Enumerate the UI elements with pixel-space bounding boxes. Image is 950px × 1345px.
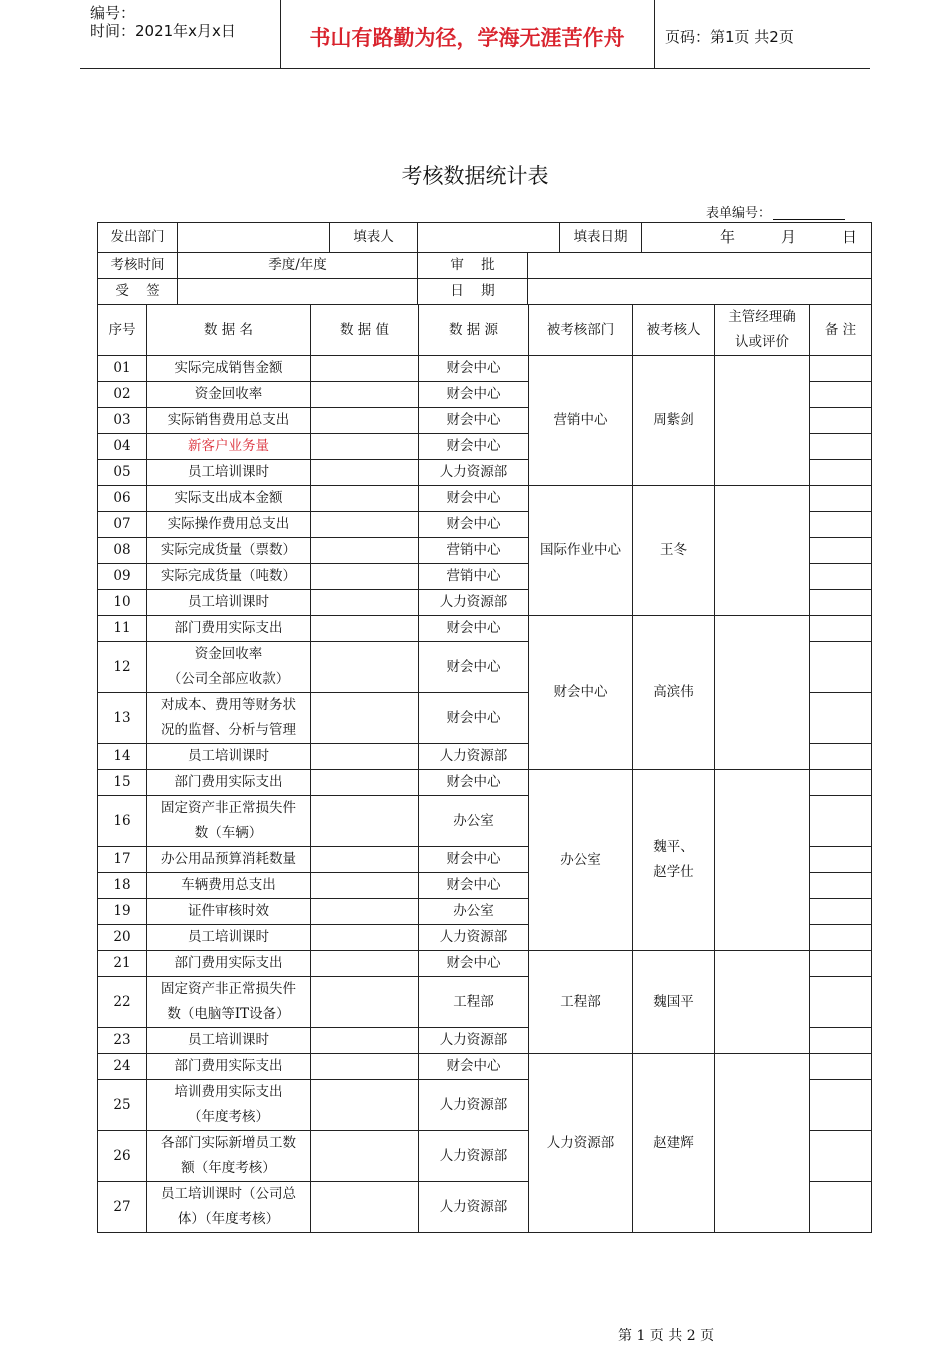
- review-cell[interactable]: [715, 486, 810, 616]
- table-header-row: [98, 305, 872, 356]
- data-name-line: 实际完成销售金额: [174, 360, 283, 376]
- row-number: 25: [98, 1080, 147, 1131]
- person-name: 魏国平: [653, 993, 694, 1010]
- data-name-line-2: 体）（年度考核）: [177, 1211, 280, 1227]
- data-name-line: 员工培训课时: [188, 748, 269, 764]
- data-value-cell[interactable]: [311, 925, 419, 951]
- data-name-cell: [147, 744, 311, 770]
- data-source-cell: 人力资源部: [419, 1080, 529, 1131]
- remark-cell[interactable]: [810, 796, 872, 847]
- review-cell[interactable]: [715, 770, 810, 951]
- period-label: 考核时间: [98, 253, 178, 279]
- review-cell[interactable]: [715, 1054, 810, 1233]
- header-motto: 书山有路勤为径，学海无涯苦作舟: [309, 26, 625, 50]
- remark-cell[interactable]: [810, 693, 872, 744]
- data-source-cell: 财会中心: [419, 1054, 529, 1080]
- data-value-cell[interactable]: [311, 951, 419, 977]
- remark-cell[interactable]: [810, 1131, 872, 1182]
- data-value-cell[interactable]: [311, 1028, 419, 1054]
- data-source-cell: 人力资源部: [419, 925, 529, 951]
- data-source-cell: 办公室: [419, 899, 529, 925]
- table-row: [98, 616, 872, 642]
- person-name: 王冬: [660, 542, 687, 558]
- data-name-cell: [147, 977, 311, 1028]
- data-source-cell: 人力资源部: [419, 1182, 529, 1233]
- person-name: 赵建辉: [653, 1134, 694, 1151]
- form-number-label: 表单编号：: [706, 206, 772, 221]
- review-cell[interactable]: [715, 951, 810, 1054]
- data-name-line: 实际完成货量（吨数）: [161, 568, 296, 584]
- data-source-cell: 营销中心: [419, 564, 529, 590]
- filler-label: 填表人: [330, 223, 418, 253]
- row-number: 13: [98, 693, 147, 744]
- table-row: [98, 770, 872, 796]
- data-value-cell[interactable]: [311, 770, 419, 796]
- data-name-line: 对成本、费用等财务状: [161, 697, 296, 713]
- person-name: 高滨伟: [653, 684, 694, 700]
- person-cell: [633, 486, 715, 616]
- remark-cell[interactable]: [810, 899, 872, 925]
- data-name-line: 实际操作费用总支出: [167, 516, 290, 532]
- person-cell: [633, 951, 715, 1054]
- data-source-cell: 人力资源部: [419, 460, 529, 486]
- row-number: 02: [98, 382, 147, 408]
- row-number: 12: [98, 642, 147, 693]
- data-name-line: 实际支出成本金额: [174, 490, 283, 506]
- row-number: 20: [98, 925, 147, 951]
- data-source-cell: 财会中心: [419, 434, 529, 460]
- person-name-2: 赵学仕: [653, 864, 694, 880]
- data-value-cell[interactable]: [311, 1182, 419, 1233]
- data-source-cell: 财会中心: [419, 512, 529, 538]
- filler-field[interactable]: [418, 223, 560, 253]
- data-value-cell[interactable]: [311, 564, 419, 590]
- data-name-line: 员工培训课时（公司总: [161, 1186, 296, 1202]
- data-name-line: 员工培训课时: [188, 1032, 269, 1048]
- data-value-cell[interactable]: [311, 460, 419, 486]
- data-name-line: 车辆费用总支出: [181, 877, 276, 893]
- data-name-cell: [147, 616, 311, 642]
- data-source-cell: 人力资源部: [419, 590, 529, 616]
- receive-label: 受 签: [98, 279, 178, 305]
- data-name-cell: [147, 642, 311, 693]
- date-day: 日: [841, 228, 857, 246]
- data-value-cell[interactable]: [311, 382, 419, 408]
- page-footer: 第 1 页 共 2 页: [618, 1328, 715, 1344]
- data-source-cell: 工程部: [419, 977, 529, 1028]
- data-source-cell: 财会中心: [419, 616, 529, 642]
- date-year: 年: [720, 228, 736, 246]
- data-value-cell[interactable]: [311, 796, 419, 847]
- data-name-cell: [147, 1028, 311, 1054]
- row-number: 26: [98, 1131, 147, 1182]
- data-name-cell: [147, 590, 311, 616]
- data-name-cell: [147, 486, 311, 512]
- data-name-line: 员工培训课时: [188, 594, 269, 610]
- remark-cell[interactable]: [810, 977, 872, 1028]
- dept-cell: 办公室: [529, 770, 633, 951]
- data-name-line: 资金回收率: [194, 646, 263, 662]
- data-name-line: 证件审核时效: [188, 903, 269, 919]
- review-cell[interactable]: [715, 356, 810, 486]
- person-name: 周紫剑: [653, 412, 694, 428]
- data-name-cell: [147, 1054, 311, 1080]
- time-line: 时间：2021年x月x日: [90, 22, 236, 40]
- table-row: [98, 486, 872, 512]
- row-number: 19: [98, 899, 147, 925]
- row-number: 15: [98, 770, 147, 796]
- period-table: [97, 252, 872, 305]
- data-name-cell: [147, 460, 311, 486]
- data-name-line-2: （年度考核）: [188, 1109, 269, 1125]
- remark-cell[interactable]: [810, 434, 872, 460]
- data-name-line: 培训费用实际支出: [174, 1084, 283, 1100]
- data-name-line: 员工培训课时: [188, 929, 269, 945]
- column-header-review: 主管经理确认或评价: [715, 305, 810, 356]
- row-number: 10: [98, 590, 147, 616]
- data-name-line-2: 数（车辆）: [194, 825, 263, 841]
- data-name-line: 各部门实际新增员工数: [161, 1135, 296, 1151]
- person-cell: [633, 770, 715, 951]
- row-number: 09: [98, 564, 147, 590]
- data-source-cell: 财会中心: [419, 408, 529, 434]
- row-number: 22: [98, 977, 147, 1028]
- column-header-person: 被考核人: [633, 305, 715, 356]
- data-source-cell: 营销中心: [419, 538, 529, 564]
- remark-cell[interactable]: [810, 382, 872, 408]
- data-name-cell: [147, 356, 311, 382]
- dept-cell: 工程部: [529, 951, 633, 1054]
- code-label: 编号：: [90, 4, 136, 22]
- data-name-line: 部门费用实际支出: [174, 774, 283, 790]
- data-source-cell: 财会中心: [419, 642, 529, 693]
- remark-cell[interactable]: [810, 1080, 872, 1131]
- data-name-cell: [147, 564, 311, 590]
- table-row: [98, 951, 872, 977]
- data-name-cell: [147, 693, 311, 744]
- data-name-cell: [147, 899, 311, 925]
- data-name-cell: [147, 951, 311, 977]
- remark-cell[interactable]: [810, 744, 872, 770]
- data-name-line-2: 数（电脑等IT设备）: [167, 1006, 290, 1022]
- data-name-cell: [147, 925, 311, 951]
- remark-cell[interactable]: [810, 408, 872, 434]
- data-source-cell: 财会中心: [419, 873, 529, 899]
- data-name-line: 部门费用实际支出: [174, 620, 283, 636]
- data-name-cell: [147, 770, 311, 796]
- remark-cell[interactable]: [810, 564, 872, 590]
- header-meta: [90, 4, 280, 40]
- data-source-cell: 财会中心: [419, 693, 529, 744]
- row-number: 07: [98, 512, 147, 538]
- data-name-cell: [147, 847, 311, 873]
- date-label: 日 期: [418, 279, 528, 305]
- page-header: [80, 0, 870, 69]
- data-name-cell: [147, 382, 311, 408]
- remark-cell[interactable]: [810, 486, 872, 512]
- data-name-line: 固定资产非正常损失件: [161, 981, 296, 997]
- remark-cell[interactable]: [810, 460, 872, 486]
- data-source-cell: 财会中心: [419, 486, 529, 512]
- data-name-cell: [147, 796, 311, 847]
- data-name-line-2: 额（年度考核）: [181, 1160, 276, 1176]
- table-row: [98, 356, 872, 382]
- data-value-cell[interactable]: [311, 434, 419, 460]
- data-name-line: 实际完成货量（票数）: [161, 542, 296, 558]
- fill-date-label: 填表日期: [560, 223, 642, 253]
- data-value-cell[interactable]: [311, 899, 419, 925]
- column-header-source: 数 据 源: [419, 305, 529, 356]
- remark-cell[interactable]: [810, 1054, 872, 1080]
- person-cell: [633, 356, 715, 486]
- remark-cell[interactable]: [810, 538, 872, 564]
- data-name-line: 办公用品预算消耗数量: [161, 851, 296, 867]
- data-name-cell: [147, 408, 311, 434]
- person-cell: [633, 616, 715, 770]
- data-source-cell: 财会中心: [419, 770, 529, 796]
- row-number: 21: [98, 951, 147, 977]
- header-info-table: [97, 222, 872, 253]
- data-name-line: 固定资产非正常损失件: [161, 800, 296, 816]
- data-name-line: 部门费用实际支出: [174, 1058, 283, 1074]
- remark-cell[interactable]: [810, 951, 872, 977]
- remark-cell[interactable]: [810, 616, 872, 642]
- data-source-cell: 人力资源部: [419, 744, 529, 770]
- data-value-cell[interactable]: [311, 847, 419, 873]
- data-value-cell[interactable]: [311, 1054, 419, 1080]
- review-cell[interactable]: [715, 616, 810, 770]
- data-value-cell[interactable]: [311, 744, 419, 770]
- data-value-cell[interactable]: [311, 1131, 419, 1182]
- remark-cell[interactable]: [810, 1028, 872, 1054]
- row-number: 17: [98, 847, 147, 873]
- data-value-cell[interactable]: [311, 873, 419, 899]
- row-number: 18: [98, 873, 147, 899]
- approve-label: 审 批: [418, 253, 528, 279]
- remark-cell[interactable]: [810, 873, 872, 899]
- row-number: 05: [98, 460, 147, 486]
- row-number: 11: [98, 616, 147, 642]
- data-value-cell[interactable]: [311, 642, 419, 693]
- row-number: 03: [98, 408, 147, 434]
- dept-cell: 营销中心: [529, 356, 633, 486]
- data-source-cell: 人力资源部: [419, 1131, 529, 1182]
- row-number: 14: [98, 744, 147, 770]
- data-source-cell: 财会中心: [419, 951, 529, 977]
- data-value-cell[interactable]: [311, 616, 419, 642]
- row-number: 23: [98, 1028, 147, 1054]
- data-source-cell: 财会中心: [419, 847, 529, 873]
- data-value-cell[interactable]: [311, 693, 419, 744]
- data-value-cell[interactable]: [311, 1080, 419, 1131]
- data-name-cell: [147, 1182, 311, 1233]
- data-value-cell[interactable]: [311, 356, 419, 382]
- row-number: 24: [98, 1054, 147, 1080]
- issuing-dept-field[interactable]: [178, 223, 330, 253]
- data-name-cell: [147, 873, 311, 899]
- row-number: 01: [98, 356, 147, 382]
- data-value-cell[interactable]: [311, 408, 419, 434]
- data-value-cell[interactable]: [311, 486, 419, 512]
- remark-cell[interactable]: [810, 847, 872, 873]
- column-header-dept: 被考核部门: [529, 305, 633, 356]
- person-name: 魏平、: [653, 839, 694, 855]
- data-name-cell: [147, 434, 311, 460]
- receive-field[interactable]: [178, 279, 418, 305]
- column-header-name: 数 据 名: [147, 305, 311, 356]
- period-value[interactable]: 季度/年度: [178, 253, 418, 279]
- table-body: [98, 356, 872, 1233]
- data-name-line-2: 况的监督、分析与管理: [161, 722, 296, 738]
- remark-cell[interactable]: [810, 590, 872, 616]
- row-number: 06: [98, 486, 147, 512]
- column-header-no: 序号: [98, 305, 147, 356]
- data-name-cell: [147, 1080, 311, 1131]
- approve-field[interactable]: [528, 253, 872, 279]
- data-name-line: 实际销售费用总支出: [167, 412, 290, 428]
- row-number: 08: [98, 538, 147, 564]
- table-row: [98, 1054, 872, 1080]
- remark-cell[interactable]: [810, 770, 872, 796]
- fill-date-field[interactable]: [642, 223, 872, 253]
- data-name-cell: [147, 512, 311, 538]
- date-month: 月: [780, 228, 796, 246]
- data-name-cell: [147, 538, 311, 564]
- data-source-cell: 人力资源部: [419, 1028, 529, 1054]
- dept-cell: 国际作业中心: [529, 486, 633, 616]
- data-source-cell: 办公室: [419, 796, 529, 847]
- column-header-remark: 备 注: [810, 305, 872, 356]
- row-number: 27: [98, 1182, 147, 1233]
- remark-cell[interactable]: [810, 1182, 872, 1233]
- data-source-cell: 财会中心: [419, 356, 529, 382]
- document-title: 考核数据统计表: [401, 164, 549, 188]
- row-number: 16: [98, 796, 147, 847]
- remark-cell[interactable]: [810, 356, 872, 382]
- remark-cell[interactable]: [810, 512, 872, 538]
- date-field[interactable]: [528, 279, 872, 305]
- row-number: 04: [98, 434, 147, 460]
- data-value-cell[interactable]: [311, 977, 419, 1028]
- dept-cell: 人力资源部: [529, 1054, 633, 1233]
- header-page-info: 页码：第1页 共2页: [665, 28, 794, 46]
- column-header-value: 数 据 值: [311, 305, 419, 356]
- data-value-cell[interactable]: [311, 590, 419, 616]
- dept-cell: 财会中心: [529, 616, 633, 770]
- data-value-cell[interactable]: [311, 512, 419, 538]
- data-name-line: 新客户业务量: [188, 438, 269, 454]
- data-name-line: 员工培训课时: [188, 464, 269, 480]
- data-source-cell: 财会中心: [419, 382, 529, 408]
- remark-cell[interactable]: [810, 642, 872, 693]
- form-number-blank[interactable]: [773, 207, 845, 220]
- data-value-cell[interactable]: [311, 538, 419, 564]
- data-name-line: 资金回收率: [194, 386, 263, 402]
- data-name-cell: [147, 1131, 311, 1182]
- data-table: [97, 304, 872, 1233]
- person-cell: [633, 1054, 715, 1233]
- remark-cell[interactable]: [810, 925, 872, 951]
- data-name-line: 部门费用实际支出: [174, 955, 283, 971]
- form-number: [706, 202, 845, 221]
- data-name-line-2: （公司全部应收款）: [167, 671, 290, 687]
- issuing-dept-label: 发出部门: [98, 223, 178, 253]
